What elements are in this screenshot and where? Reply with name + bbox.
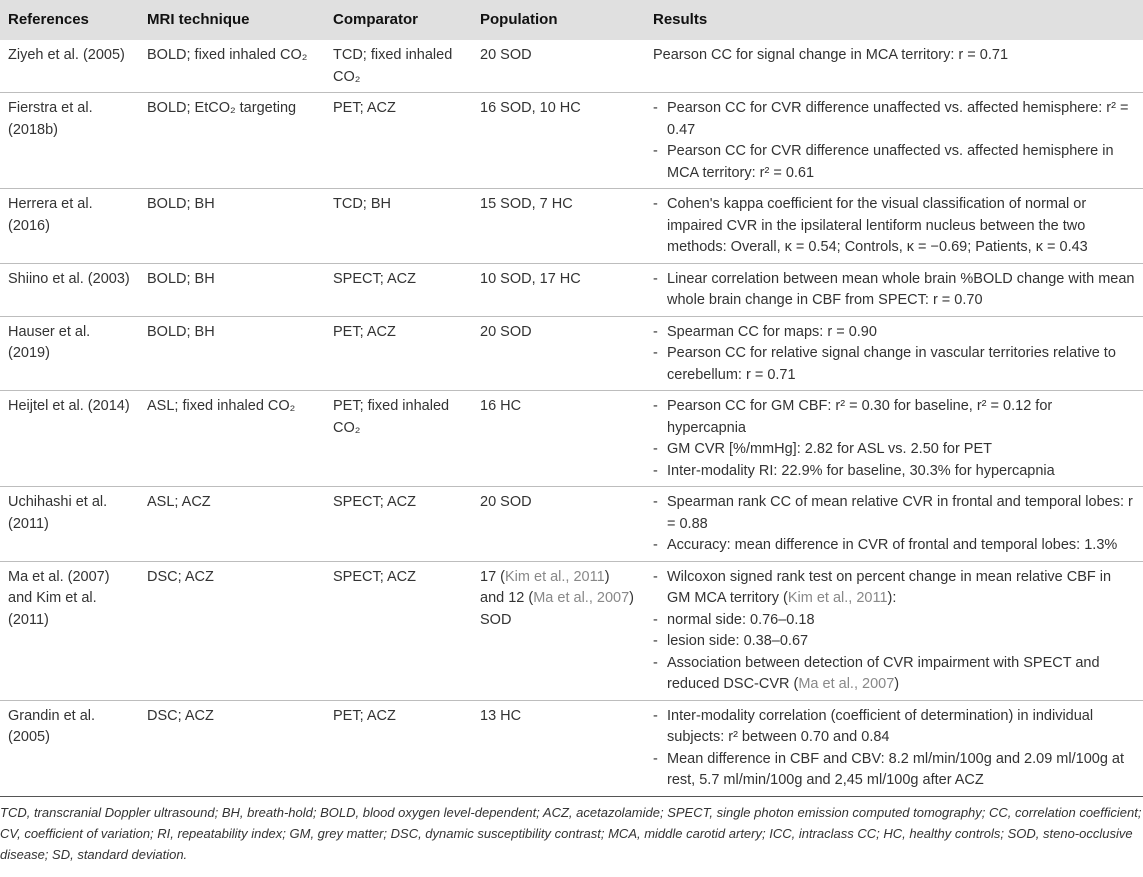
cell-results	[645, 700, 1143, 796]
cell-mri: BOLD; BH	[147, 270, 215, 287]
result-text: )	[894, 676, 900, 692]
result-item: - Cohen's kappa coefficient for the visual classification of normal or impaired CVR in the ipsilateral lentiform nucleus between the two methods: Overall, κ = 0.54; Controls, κ = −0.69; Patients, κ = 0.43	[653, 194, 1135, 259]
cell-comparator: PET; fixed inhaled CO₂	[333, 398, 450, 436]
result-item: - Inter-modality RI: 22.9% for baseline, 30.3% for hypercapnia	[653, 461, 1135, 483]
cell-results	[645, 391, 1143, 487]
table-row	[0, 263, 1143, 316]
result-item: - Mean difference in CBF and CBV: 8.2 ml/min/100g and 2.09 ml/100g at rest, 5.7 ml/min/100g and 2,45 ml/100g after ACZ	[653, 749, 1135, 792]
cell-population: 20 SOD	[480, 47, 532, 63]
result-item: - Pearson CC for CVR difference unaffected vs. affected hemisphere in MCA territory: r² = 0.61	[653, 141, 1135, 184]
cell-reference: Heijtel et al. (2014)	[8, 398, 130, 414]
population-text: ) and 12 (	[480, 568, 610, 606]
cell-population: 10 SOD, 17 HC	[480, 270, 581, 287]
population-text: ) SOD	[480, 590, 634, 628]
result-item: - Accuracy: mean difference in CVR of frontal and temporal lobes: 1.3%	[653, 535, 1135, 557]
result-text: ):	[887, 590, 897, 606]
cell-comparator: SPECT; ACZ	[333, 270, 416, 287]
cell-mri: DSC; ACZ	[147, 707, 214, 724]
table-row	[0, 561, 1143, 700]
cell-population: 20 SOD	[480, 494, 532, 510]
cell-population: 13 HC	[480, 707, 522, 724]
result-item: - Linear correlation between mean whole brain %BOLD change with mean whole brain change in CBF from SPECT: r = 0.70	[653, 269, 1135, 312]
cell-mri: ASL; fixed inhaled CO₂	[147, 398, 296, 414]
result-item: - Inter-modality correlation (coefficient of determination) in individual subjects: r² between 0.70 and 0.84	[653, 706, 1135, 749]
cell-mri: BOLD; EtCO₂ targeting	[147, 100, 297, 116]
cell-mri: BOLD; BH	[147, 323, 215, 340]
table-row	[0, 93, 1143, 189]
cell-population: 16 HC	[480, 398, 522, 414]
cell-comparator: PET; ACZ	[333, 707, 396, 724]
cell-mri: BOLD; fixed inhaled CO₂	[147, 47, 308, 63]
result-item: - normal side: 0.76–0.18	[653, 610, 1135, 632]
cell-mri: ASL; ACZ	[147, 494, 211, 510]
cell-results	[645, 93, 1143, 189]
cell-results	[645, 561, 1143, 700]
cell-results	[645, 40, 1143, 93]
table-row	[0, 700, 1143, 796]
result-item: - Spearman CC for maps: r = 0.90	[653, 322, 1135, 344]
header-comparator: Comparator	[333, 11, 419, 29]
result-text: Wilcoxon signed rank test on percent change in mean relative CBF in GM MCA territory (	[667, 568, 1112, 606]
citation-link[interactable]: Kim et al., 2011	[505, 568, 605, 585]
cell-population	[472, 561, 645, 700]
cell-results	[645, 316, 1143, 391]
result-item: - Pearson CC for GM CBF: r² = 0.30 for baseline, r² = 0.12 for hypercapnia	[653, 396, 1135, 439]
table-footnote: TCD, transcranial Doppler ultrasound; BH, breath-hold; BOLD, blood oxygen level-dependent; ACZ, acetazolamide; SPECT, single photon emission computed tomography; CC, correlation coefficient; CV, coefficient of variation; RI, repeatability index; GM, grey matter; DSC, dynamic susceptibility contrast; MCA, middle carotid artery; ICC, intraclass CC; HC, healthy controls; SOD, steno-occlusive disease; SD, standard deviation.	[0, 805, 1142, 862]
cell-mri: BOLD; BH	[147, 196, 215, 212]
table-row	[0, 487, 1143, 562]
result-item: - Pearson CC for CVR difference unaffected vs. affected hemisphere: r² = 0.47	[653, 98, 1135, 141]
cell-results	[645, 487, 1143, 562]
cell-comparator: SPECT; ACZ	[333, 494, 416, 510]
table-row	[0, 40, 1143, 93]
cell-results	[645, 189, 1143, 264]
header-results: Results	[653, 11, 708, 29]
result-item	[653, 653, 1135, 696]
cell-mri: DSC; ACZ	[147, 568, 214, 585]
cell-reference: Herrera et al. (2016)	[8, 196, 93, 234]
cell-reference: Shiino et al. (2003)	[8, 270, 130, 287]
citation-link[interactable]: Ma et al., 2007	[533, 590, 630, 606]
result-item: - Pearson CC for relative signal change in vascular territories relative to cerebellum: r = 0.71	[653, 343, 1135, 386]
cell-comparator: SPECT; ACZ	[333, 568, 416, 585]
table-row	[0, 189, 1143, 264]
cell-population: 20 SOD	[480, 323, 532, 340]
header-mri-technique: MRI technique	[147, 11, 250, 29]
cell-results	[645, 263, 1143, 316]
table-header-row	[0, 0, 1143, 40]
table-row	[0, 316, 1143, 391]
population-text: 17 (	[480, 568, 505, 585]
cell-comparator: PET; ACZ	[333, 100, 396, 116]
result-item: - Spearman rank CC of mean relative CVR in frontal and temporal lobes: r = 0.88	[653, 492, 1135, 535]
header-references: References	[8, 11, 89, 29]
result-item: - lesion side: 0.38–0.67	[653, 631, 1135, 653]
header-population: Population	[480, 11, 558, 29]
cell-reference: Hauser et al. (2019)	[8, 323, 91, 361]
cell-comparator: TCD; fixed inhaled CO₂	[333, 47, 453, 85]
result-item: - GM CVR [%/mmHg]: 2.82 for ASL vs. 2.50 for PET	[653, 439, 1135, 461]
citation-link[interactable]: Kim et al., 2011	[787, 590, 888, 606]
cell-reference: Ma et al. (2007) and Kim et al. (2011)	[8, 568, 110, 628]
cell-comparator: PET; ACZ	[333, 323, 396, 340]
citation-link[interactable]: Ma et al., 2007	[798, 676, 895, 692]
result-item	[653, 567, 1135, 610]
cell-reference: Uchihashi et al. (2011)	[8, 494, 108, 532]
cell-comparator: TCD; BH	[333, 196, 391, 212]
cell-reference: Grandin et al. (2005)	[8, 707, 96, 745]
cell-reference: Ziyeh et al. (2005)	[8, 47, 125, 63]
result-text: Association between detection of CVR impairment with SPECT and reduced DSC-CVR (	[667, 654, 1100, 692]
cell-population: 15 SOD, 7 HC	[480, 196, 573, 212]
cell-reference: Fierstra et al. (2018b)	[8, 100, 93, 138]
table-row	[0, 391, 1143, 487]
result-item: Pearson CC for signal change in MCA territory: r = 0.71	[653, 47, 1009, 63]
cell-population: 16 SOD, 10 HC	[480, 100, 581, 116]
